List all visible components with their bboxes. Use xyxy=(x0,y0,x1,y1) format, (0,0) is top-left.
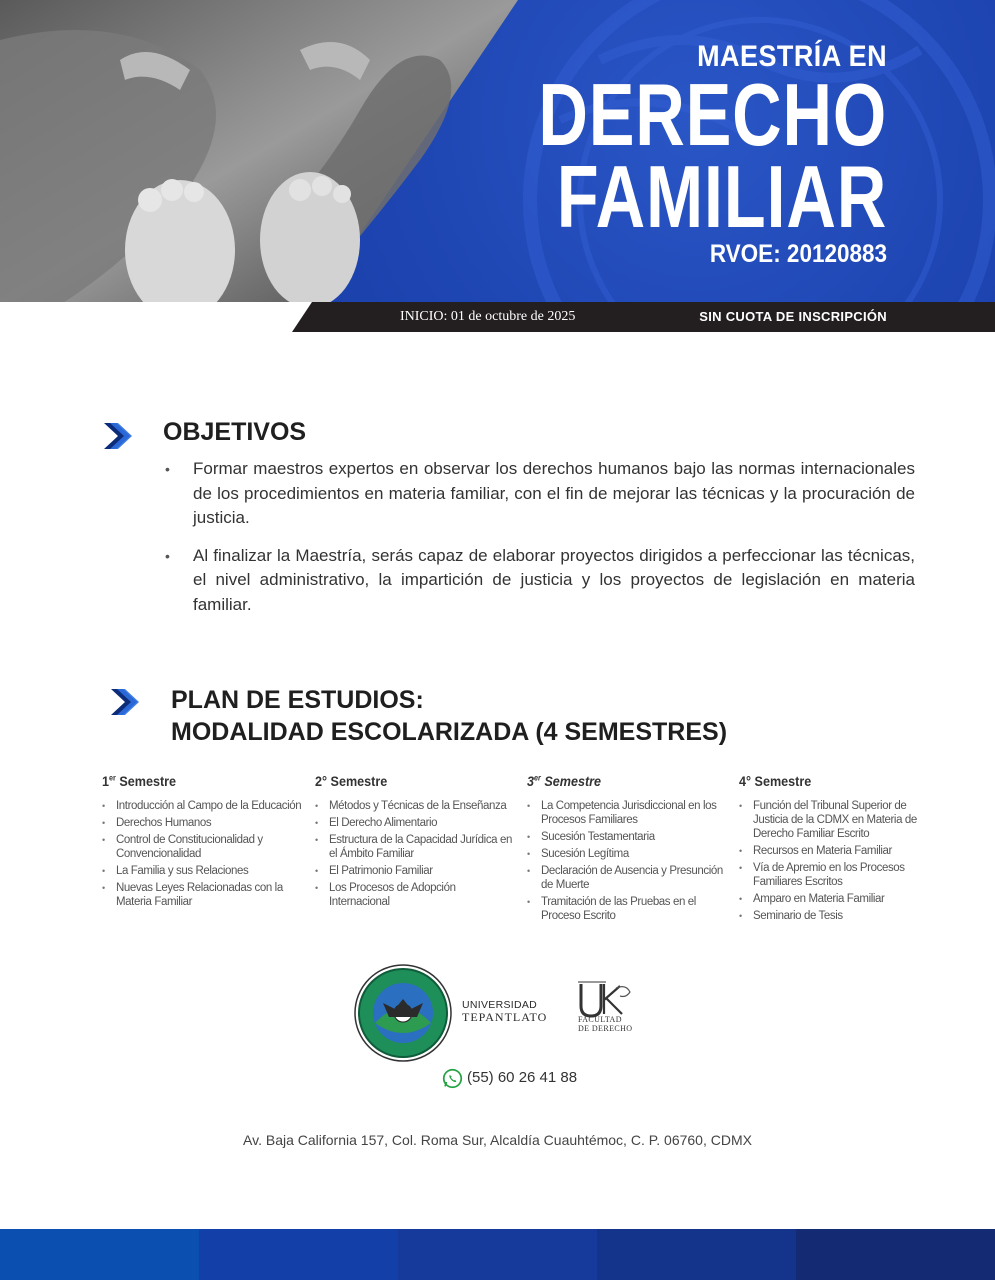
list-item: • Al finalizar la Maestría, serás capaz de elaborar proyectos dirigidos a perfeccionar las técnicas, el nivel administrativo, la impartición de justicia y los proyectos de legislación en materia familiar. xyxy=(163,544,915,618)
title-line-1: DERECHO xyxy=(538,65,887,164)
semester-title: 2° Semestre xyxy=(315,773,388,789)
semester-3 xyxy=(527,773,727,926)
hero-banner xyxy=(0,0,995,305)
chevron-right-icon xyxy=(104,423,134,449)
phone-number: (55) 60 26 41 88 xyxy=(467,1069,578,1086)
address: Av. Baja California 157, Col. Roma Sur, Alcaldía Cuauhtémoc, C. P. 06760, CDMX xyxy=(243,1132,752,1148)
semester-title: 3er Semestre xyxy=(527,773,602,789)
list-item: • Derechos Humanos xyxy=(102,816,302,830)
list-item: • Formar maestros expertos en observar los derechos humanos bajo las normas internacionales de los procedimientos en materia familiar, con el fin de mejorar las técnicas y la procuración de justicia. xyxy=(163,457,915,531)
plan-heading xyxy=(171,684,727,748)
list-item: • Los Procesos de Adopción Internacional xyxy=(315,881,515,909)
university-line-2: TEPANTLATO xyxy=(462,1010,548,1024)
semester-title: 4° Semestre xyxy=(739,773,812,789)
program-title xyxy=(440,40,887,269)
university-name xyxy=(462,999,547,1023)
list-item: • La Familia y sus Relaciones xyxy=(102,864,302,878)
no-fee-label: SIN CUOTA DE INSCRIPCIÓN xyxy=(699,309,887,324)
plan-heading-line-2: MODALIDAD ESCOLARIZADA (4 SEMESTRES) xyxy=(171,718,728,746)
list-item: • Declaración de Ausencia y Presunción de Muerte xyxy=(527,864,727,892)
faculty-name xyxy=(578,1015,632,1033)
title-small: MAESTRÍA EN xyxy=(697,40,887,73)
band-photo-edge xyxy=(0,302,340,332)
footer-segment xyxy=(597,1229,796,1280)
list-item: • Función del Tribunal Superior de Justicia de la CDMX en Materia de Derecho Familiar Escrito xyxy=(739,799,939,841)
semester-title: 1er Semestre xyxy=(102,773,177,789)
semester-2 xyxy=(315,773,515,912)
list-item: • El Patrimonio Familiar xyxy=(315,864,515,878)
title-line-2: FAMILIAR xyxy=(556,147,887,246)
list-item: • Amparo en Materia Familiar xyxy=(739,892,939,906)
list-item: • Seminario de Tesis xyxy=(739,909,939,923)
list-item: • Sucesión Legítima xyxy=(527,847,727,861)
start-date: INICIO: 01 de octubre de 2025 xyxy=(400,309,576,324)
plan-heading-line-1: PLAN DE ESTUDIOS: xyxy=(171,686,424,714)
faculty-line-1: FACULTAD xyxy=(578,1015,622,1024)
footer-segment xyxy=(796,1229,995,1280)
university-line-1: UNIVERSIDAD xyxy=(462,999,538,1011)
list-item: • Vía de Apremio en los Procesos Familiares Escritos xyxy=(739,861,939,889)
list-item: • Tramitación de las Pruebas en el Proceso Escrito xyxy=(527,895,727,923)
list-item: • Control de Constitucionalidad y Convencionalidad xyxy=(102,833,302,861)
list-item: • Métodos y Técnicas de la Enseñanza xyxy=(315,799,515,813)
faculty-line-2: DE DERECHO xyxy=(578,1024,633,1033)
semester-4 xyxy=(739,773,939,926)
whatsapp-icon xyxy=(442,1068,463,1089)
list-item: • Nuevas Leyes Relacionadas con la Materia Familiar xyxy=(102,881,302,909)
list-item: • Sucesión Testamentaria xyxy=(527,830,727,844)
university-seal-logo xyxy=(353,963,453,1063)
list-item: • El Derecho Alimentario xyxy=(315,816,515,830)
list-item: • Estructura de la Capacidad Jurídica en el Ámbito Familiar xyxy=(315,833,515,861)
list-item: • Recursos en Materia Familiar xyxy=(739,844,939,858)
footer-segment xyxy=(0,1229,199,1280)
footer-color-bar xyxy=(0,1229,995,1280)
footer-segment xyxy=(199,1229,398,1280)
objetivos-heading: OBJETIVOS xyxy=(163,418,307,446)
list-item: • Introducción al Campo de la Educación xyxy=(102,799,302,813)
chevron-right-icon xyxy=(111,689,141,715)
footer-segment xyxy=(398,1229,597,1280)
objetivos-list xyxy=(163,457,915,630)
rvoe: RVOE: 20120883 xyxy=(709,240,887,268)
list-item: • La Competencia Jurisdiccional en los Procesos Familiares xyxy=(527,799,727,827)
semester-1 xyxy=(102,773,302,912)
